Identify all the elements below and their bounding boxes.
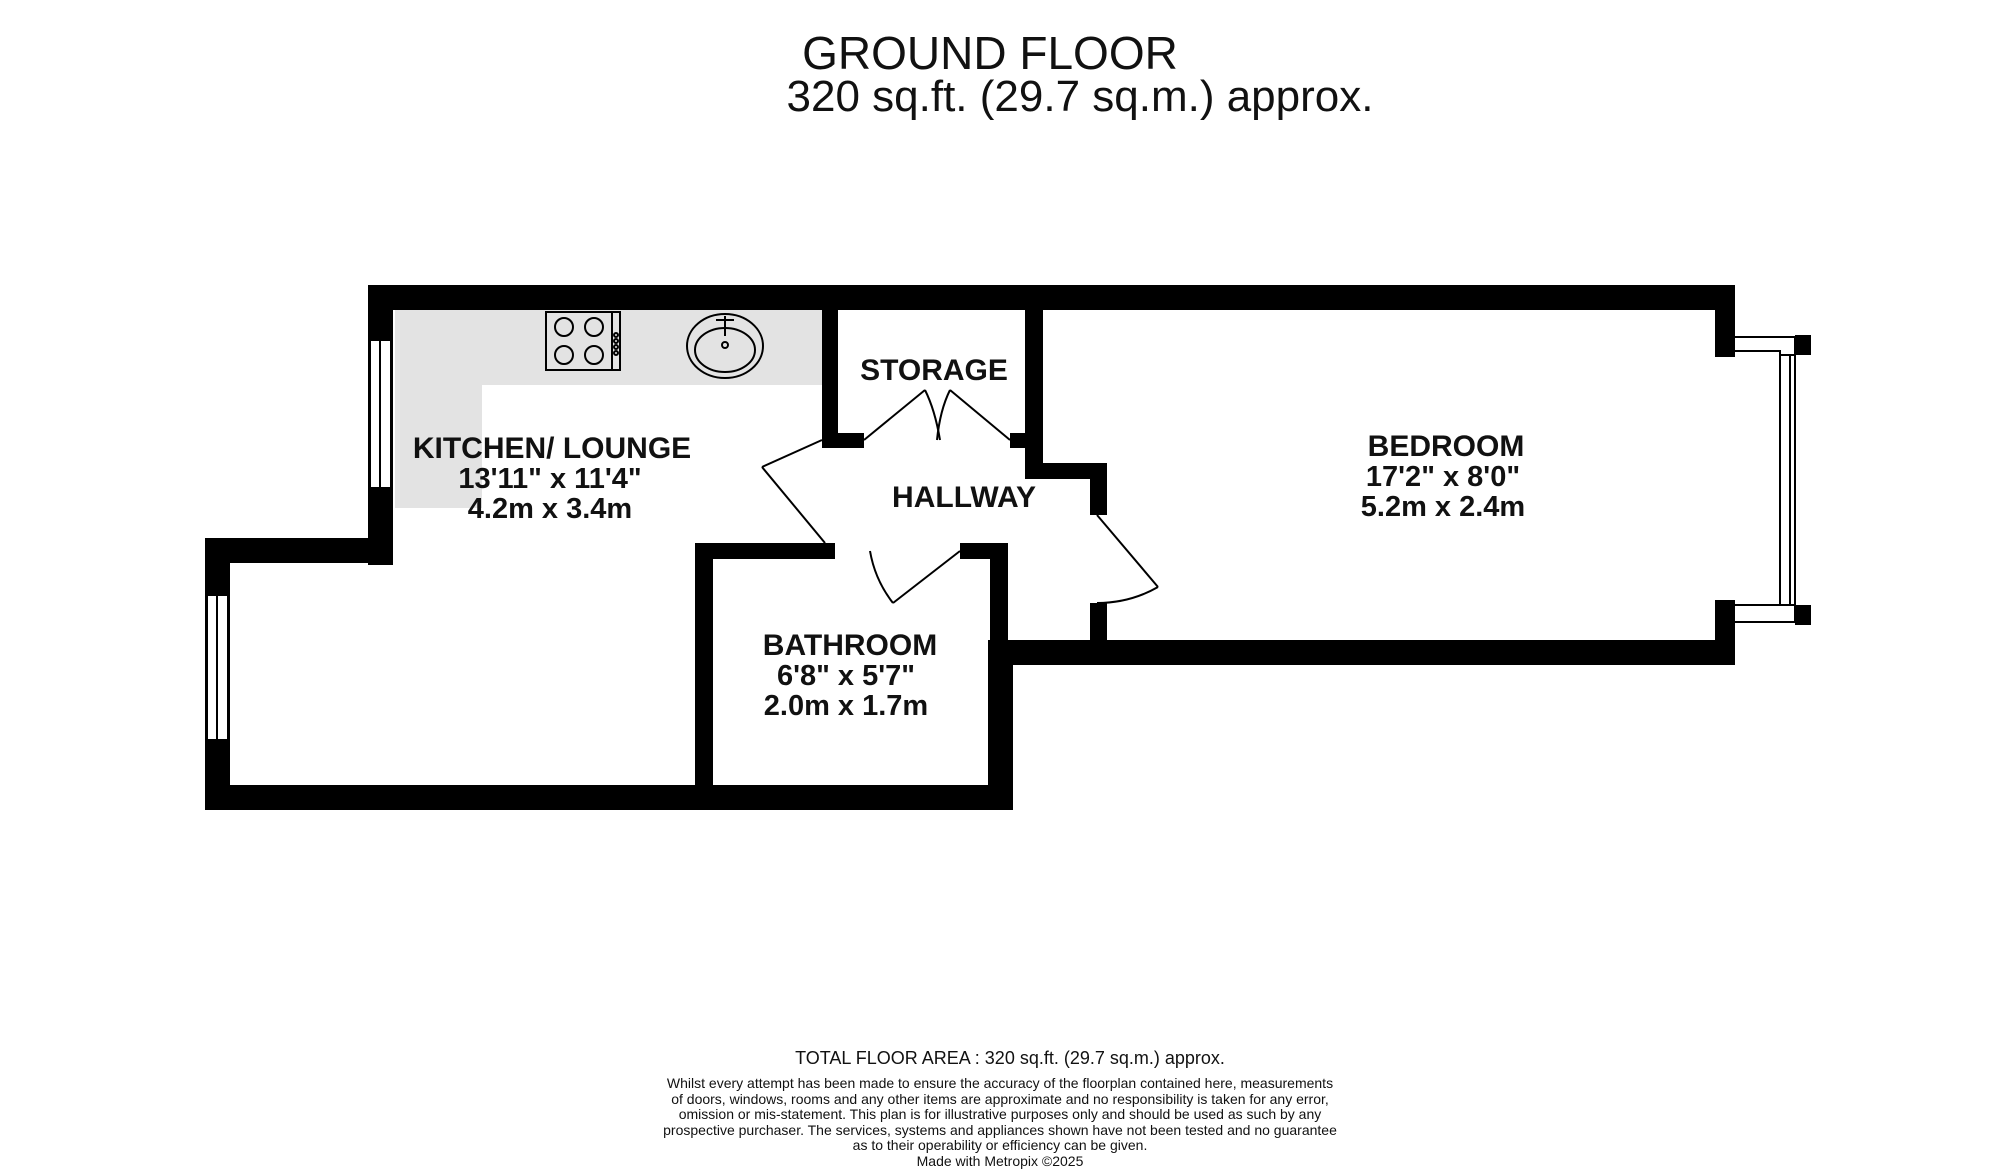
kitchen-imperial: 13'11" x 11'4" [458,463,641,495]
bathroom-imperial: 6'8" x 5'7" [777,660,915,692]
disclaimer-line: of doors, windows, rooms and any other items are approximate and no responsibility is taken for any error, [0,1092,2000,1108]
bedroom-imperial: 17'2" x 8'0" [1366,461,1520,493]
kitchen-metric: 4.2m x 3.4m [468,493,632,525]
room-hallway [892,481,1036,514]
disclaimer-line: prospective purchaser. The services, systems and appliances shown have not been tested and no guarantee [0,1123,2000,1139]
room-storage [860,354,1008,387]
room-bedroom [1361,430,1525,523]
disclaimer-line: Whilst every attempt has been made to ensure the accuracy of the floorplan contained here, measurements [0,1076,2000,1092]
floor-title: GROUND FLOOR [0,26,1990,80]
bathroom-metric: 2.0m x 1.7m [764,690,928,722]
total-floor-area: TOTAL FLOOR AREA : 320 sq.ft. (29.7 sq.m.) approx. [10,1048,2000,1069]
storage-name: STORAGE [860,354,1008,387]
hallway-name: HALLWAY [892,481,1036,514]
floor-area: 320 sq.ft. (29.7 sq.m.) approx. [80,72,2000,122]
bedroom-name: BEDROOM [1368,430,1525,463]
disclaimer-line: omission or mis-statement. This plan is for illustrative purposes only and should be used as such by any [0,1107,2000,1123]
room-bathroom [763,629,937,722]
disclaimer-line: as to their operability or efficiency can be given. [0,1138,2000,1154]
disclaimer [0,1076,2000,1169]
kitchen-name: KITCHEN/ LOUNGE [413,432,691,465]
bathroom-name: BATHROOM [763,629,937,662]
bedroom-metric: 5.2m x 2.4m [1361,491,1525,523]
made-with: Made with Metropix ©2025 [0,1154,2000,1169]
bay-window-icon [1735,337,1795,622]
